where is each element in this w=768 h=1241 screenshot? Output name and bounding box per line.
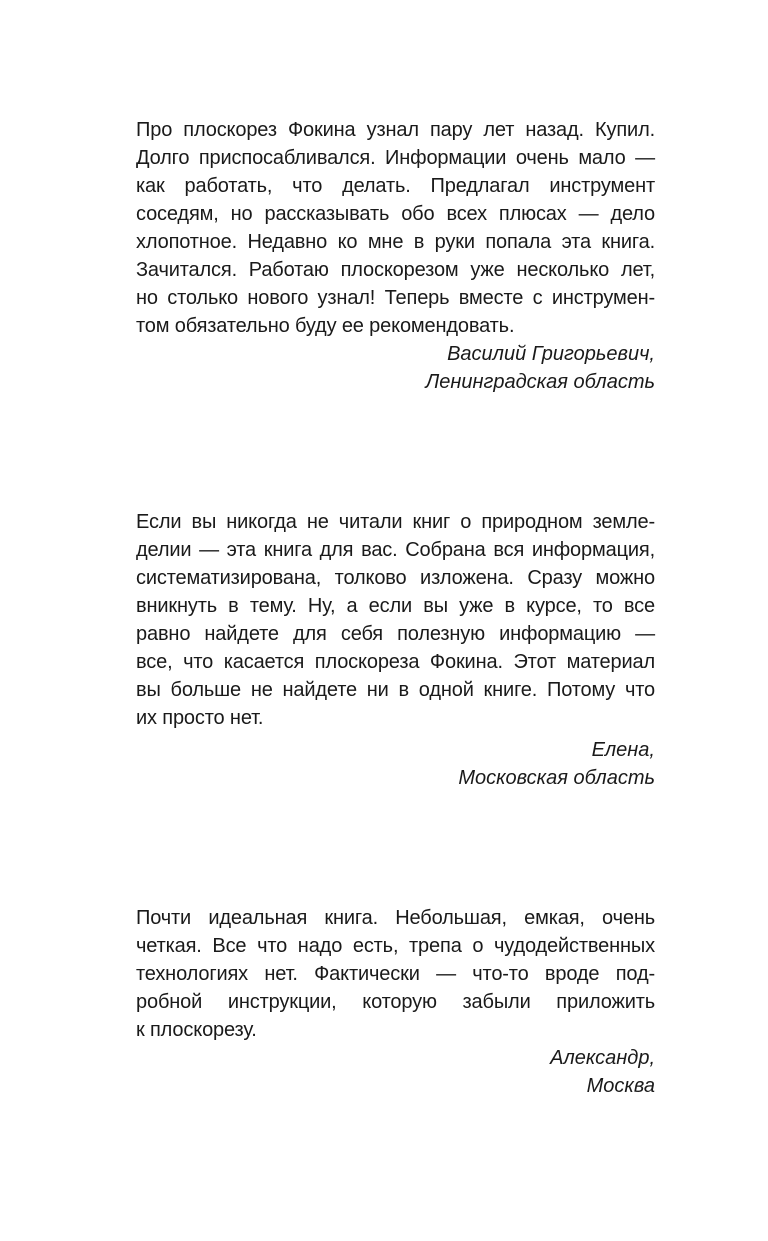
review-text-line: Про плоскорез Фокина узнал пару лет назад. Купил. (136, 119, 655, 141)
review-text-line: вникнуть в тему. Ну, а если вы уже в курсе, то все (136, 595, 655, 617)
review-text-line: технологиях нет. Фактически — что-то вроде под- (136, 963, 655, 985)
review-region: Ленинградская область (425, 371, 655, 393)
review-3 (136, 904, 655, 1100)
review-text-line: Если вы никогда не читали книг о природном земле- (136, 511, 655, 533)
review-region: Москва (586, 1075, 655, 1097)
review-text-line: вы больше не найдете ни в одной книге. Потому что (136, 679, 655, 701)
review-text-line: том обязательно буду ее рекомендовать. (136, 315, 515, 337)
review-text-line: как работать, что делать. Предлагал инструмент (136, 175, 655, 197)
review-text-line: соседям, но рассказывать обо всех плюсах — дело (136, 203, 655, 225)
review-text-line: их просто нет. (136, 707, 264, 729)
review-region: Московская область (458, 767, 655, 789)
review-text-line: четкая. Все что надо есть, трепа о чудодейственных (136, 935, 655, 957)
review-text-line: Долго приспосабливался. Информации очень мало — (136, 147, 655, 169)
review-text-line: но столько нового узнал! Теперь вместе с инструмен- (136, 287, 655, 309)
review-text-line: Зачитался. Работаю плоскорезом уже несколько лет, (136, 259, 655, 281)
review-author: Елена, (591, 739, 655, 761)
review-1 (136, 116, 655, 396)
review-2 (136, 508, 655, 792)
review-text-line: Почти идеальная книга. Небольшая, емкая, очень (136, 907, 655, 929)
review-text-line: хлопотное. Недавно ко мне в руки попала эта книга. (136, 231, 655, 253)
review-author: Александр, (550, 1047, 655, 1069)
review-text-line: равно найдете для себя полезную информацию — (136, 623, 655, 645)
review-text-line: робной инструкции, которую забыли приложить (136, 991, 655, 1013)
review-text-line: все, что касается плоскореза Фокина. Этот материал (136, 651, 655, 673)
review-text-line: к плоскорезу. (136, 1019, 257, 1041)
review-text-line: систематизирована, толково изложена. Сразу можно (136, 567, 655, 589)
review-author: Василий Григорьевич, (447, 343, 655, 365)
review-text-line: делии — эта книга для вас. Собрана вся информация, (136, 539, 655, 561)
